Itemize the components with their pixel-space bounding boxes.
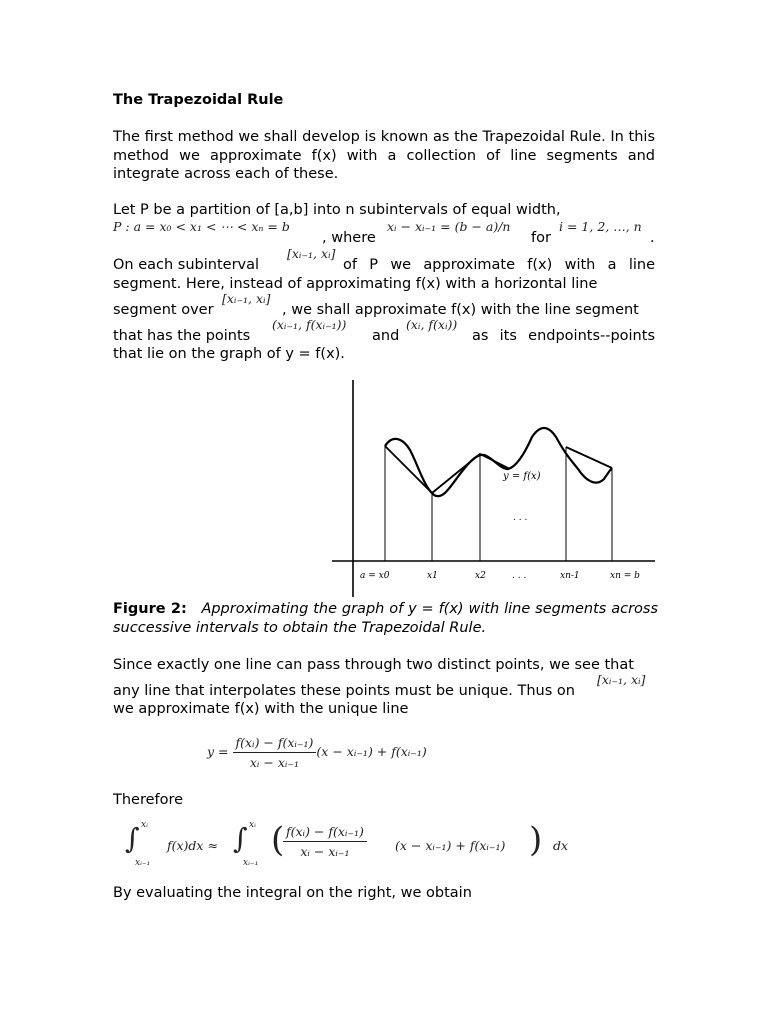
caption-text: Approximating the graph of y = f(x) with line segments across successive intervals to obtain the Trapezoidal Rule. (113, 601, 659, 636)
integral-lower-left: xᵢ₋₁ (135, 858, 151, 868)
secant-segments (385, 446, 510, 493)
for-text: for (531, 230, 551, 246)
middle-dots: . . . (513, 513, 528, 523)
integral-upper-left: xᵢ (141, 820, 148, 830)
intro-paragraph: The first method we shall develop is known as the Trapezoidal Rule. In this method we approximate f(x) with a collection of line segments and integrate across each of these. (113, 129, 655, 182)
para3-line2: segment. Here, instead of approximating f(x) with a horizontal line (113, 276, 598, 292)
tick-label-dots: . . . (512, 571, 527, 581)
eq1-denominator: xᵢ − xᵢ₋₁ (249, 755, 300, 770)
tick-label-x2: x2 (475, 571, 486, 581)
eq1-rest: (x − xᵢ₋₁) + f(xᵢ₋₁) (316, 744, 427, 759)
para3-line5: that lie on the graph of y = f(x). (113, 346, 345, 362)
integral-equation (125, 822, 575, 872)
eq1-numerator: f(xᵢ) − f(xᵢ₋₁) (233, 735, 317, 753)
para3-line1-end: of P we approximate f(x) with a line (343, 257, 655, 273)
eq2-denominator: xᵢ − xᵢ₋₁ (300, 844, 350, 859)
period-text: . (650, 230, 655, 246)
eq1-lhs: y = (207, 744, 229, 759)
para3-start: On each subinterval (113, 257, 260, 273)
eq2-rest: (x − xᵢ₋₁) + f(xᵢ₋₁) (395, 838, 506, 853)
trapezoid-figure (320, 375, 665, 600)
left-paren: ( (271, 820, 285, 860)
section-title: The Trapezoidal Rule (113, 92, 284, 108)
tick-label-xn: xn = b (610, 571, 640, 581)
index-equation: i = 1, 2, …, n (559, 219, 642, 234)
para3-line4-end: as its endpoints--points (472, 328, 655, 344)
curve-label: y = f(x) (503, 471, 541, 482)
endpoint-2-math: (xᵢ, f(xᵢ)) (406, 317, 458, 332)
therefore-text: Therefore (113, 792, 184, 808)
endpoint-1-math: (xᵢ₋₁, f(xᵢ₋₁)) (272, 317, 347, 332)
tick-label-x0: a = x0 (360, 571, 390, 581)
para3-line3-end: , we shall approximate f(x) with the line segment (282, 302, 639, 318)
where-text: , where (322, 230, 376, 246)
subinterval-math-2: [xᵢ₋₁, xᵢ] (222, 291, 271, 306)
para4-line1: Since exactly one line can pass through two distinct points, we see that (113, 657, 634, 673)
integral-sign-left: ∫ (125, 822, 140, 855)
and-text: and (372, 328, 400, 344)
width-equation: xᵢ − xᵢ₋₁ = (b − a)/n (387, 219, 511, 234)
para3-points-text: that has the points (113, 328, 251, 344)
caption-label: Figure 2: (113, 601, 187, 617)
tick-label-x1: x1 (427, 571, 438, 581)
integral-upper-right: xᵢ (249, 820, 256, 830)
integral-integrand: f(x)dx ≈ (167, 838, 218, 853)
eq2-dx: dx (553, 838, 569, 853)
secant-segments-end (566, 447, 612, 468)
integral-sign-right: ∫ (233, 822, 248, 855)
line-equation (207, 735, 427, 770)
eq1-fraction (233, 735, 317, 770)
function-curve (385, 428, 612, 496)
figure-caption (113, 600, 658, 637)
right-paren: ) (529, 820, 543, 860)
partition-equation: P : a = x₀ < x₁ < ⋯ < xₙ = b (113, 219, 290, 234)
tick-label-xn-1: xn-1 (560, 571, 580, 581)
integral-lower-right: xᵢ₋₁ (243, 858, 259, 868)
para3-segment-over: segment over (113, 302, 214, 318)
eq2-fraction (283, 824, 367, 859)
para5: By evaluating the integral on the right, we obtain (113, 885, 472, 901)
eq2-numerator: f(xᵢ) − f(xᵢ₋₁) (283, 824, 367, 842)
para4-interval-math: [xᵢ₋₁, xᵢ] (597, 672, 646, 687)
partition-line: Let P be a partition of [a,b] into n subintervals of equal width, (113, 202, 561, 218)
para4-line3: we approximate f(x) with the unique line (113, 701, 409, 717)
para4-line2: any line that interpolates these points must be unique. Thus on (113, 683, 575, 699)
subinterval-math: [xᵢ₋₁, xᵢ] (287, 246, 336, 261)
